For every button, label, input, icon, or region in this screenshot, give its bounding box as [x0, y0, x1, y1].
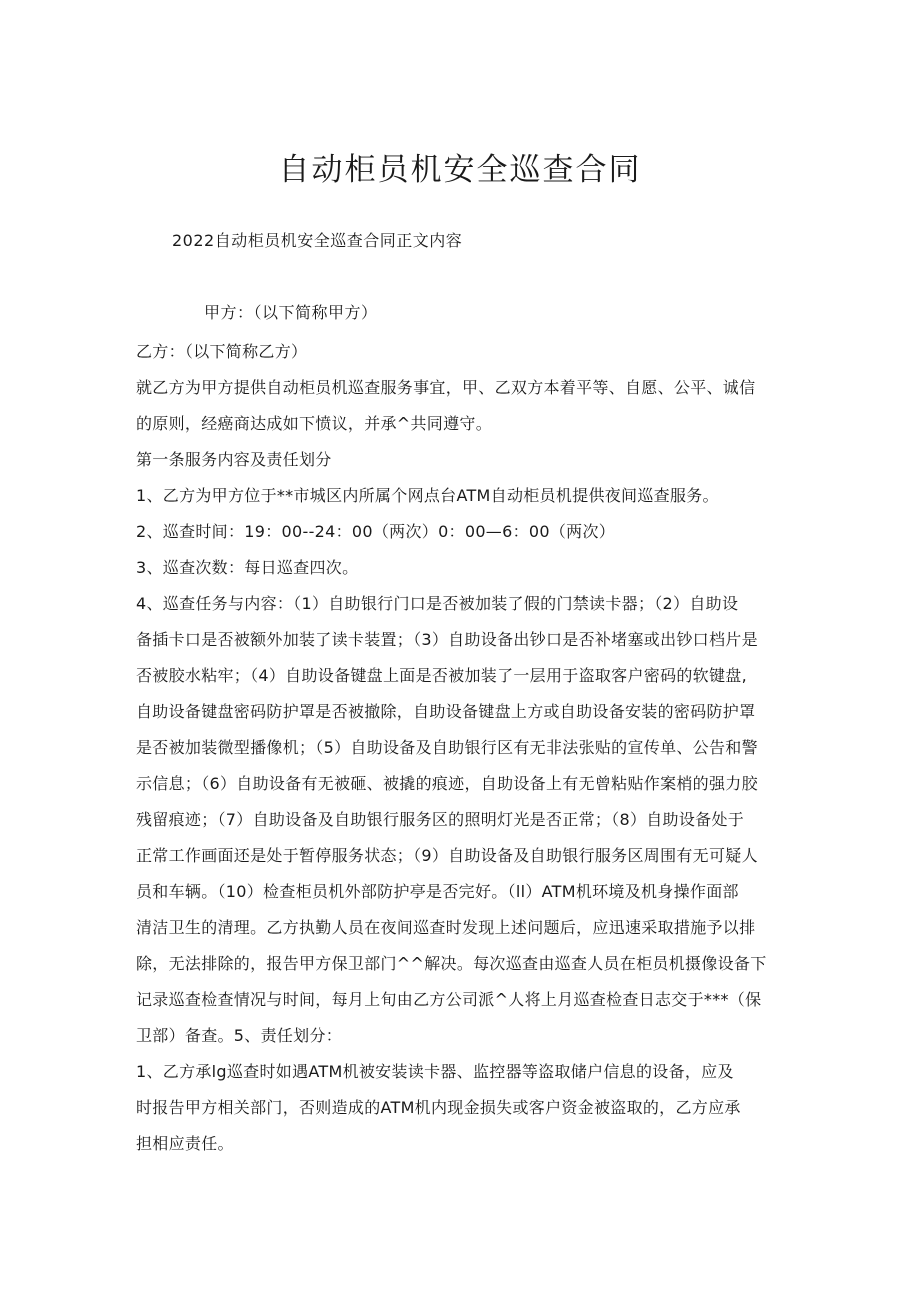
section-heading: 第一条服务内容及责任划分 — [136, 450, 332, 469]
body-line: 员和车辆。（10）检查柜员机外部防护亭是否完好。（ll）ATM机环境及机身操作面部 — [136, 882, 739, 901]
document-title: 自动柜员机安全巡查合同 — [278, 152, 642, 188]
body-line: 否被胶水粘牢；（4）自助设备键盘上面是否被加装了一层用于盗取客户密码的软键盘, — [136, 666, 747, 685]
contract-body — [136, 334, 792, 1162]
party-b-line: 乙方：（以下简称乙方） — [136, 342, 308, 361]
body-line: 1、乙方承lg巡查时如遇ATM机被安装读卡器、监控器等盗取储户信息的设备，应及 — [136, 1062, 734, 1081]
body-line: 自助设备键盘密码防护罩是否被撤除，自助设备键盘上方或自助设备安装的密码防护罩 — [136, 702, 756, 721]
body-line: 2、巡查时间：19：00--24：00（两次）0：00—6：00（两次） — [136, 522, 616, 541]
party-a-line: 甲方：（以下简称甲方） — [204, 303, 378, 322]
body-line: 时报告甲方相关部门，否则造成的ATM机内现金损失或客户资金被盗取的，乙方应承 — [136, 1098, 741, 1117]
body-line: 的原则，经癌商达成如下愤议，并承^共同遵守。 — [136, 414, 493, 433]
body-line: 示信息；（6）自助设备有无被砸、被撬的痕迹，自助设备上有无曾粘贴作案梢的强力胶 — [136, 774, 758, 793]
body-line: 4、巡查任务与内容：（1）自助银行门口是否被加装了假的门禁读卡器；（2）自助设 — [136, 594, 739, 613]
body-line: 是否被加装微型播像机；（5）自助设备及自助银行区有无非法张贴的宣传单、公告和警 — [136, 738, 758, 757]
body-line: 正常工作画面还是处于暂停服务状态；（9）自助设备及自助银行服务区周围有无可疑人 — [136, 846, 758, 865]
document-subtitle: 2022自动柜员机安全巡查合同正文内容 — [172, 231, 463, 250]
body-line: 卫部）备查。5、责任划分： — [136, 1026, 343, 1045]
body-line: 清洁卫生的清理。乙方执勤人员在夜间巡查时发现上述问题后，应迅速采取措施予以排 — [136, 918, 756, 937]
body-line: 就乙方为甲方提供自动柜员机巡查服务事宜，甲、乙双方本着平等、自愿、公平、诚信 — [136, 378, 756, 397]
body-line: 担相应责任。 — [136, 1134, 234, 1153]
body-line: 除，无法排除的，报告甲方保卫部门^^解决。每次巡查由巡查人员在柜员机摄像设备下 — [136, 954, 767, 973]
body-line: 备插卡口是否被额外加装了读卡装置；（3）自助设备出钞口是否补堵塞或出钞口档片是 — [136, 630, 758, 649]
body-line: 1、乙方为甲方位于**市城区内所属个网点台ATM自动柜员机提供夜间巡查服务。 — [136, 486, 719, 505]
body-line: 3、巡查次数：每日巡查四次。 — [136, 558, 359, 577]
body-line: 残留痕迹；（7）自助设备及自助银行服务区的照明灯光是否正常；（8）自助设备处于 — [136, 810, 745, 829]
body-line: 记录巡查检查情况与时间，每月上旬由乙方公司派^人将上月巡查检查日志交于***（保 — [136, 990, 762, 1009]
